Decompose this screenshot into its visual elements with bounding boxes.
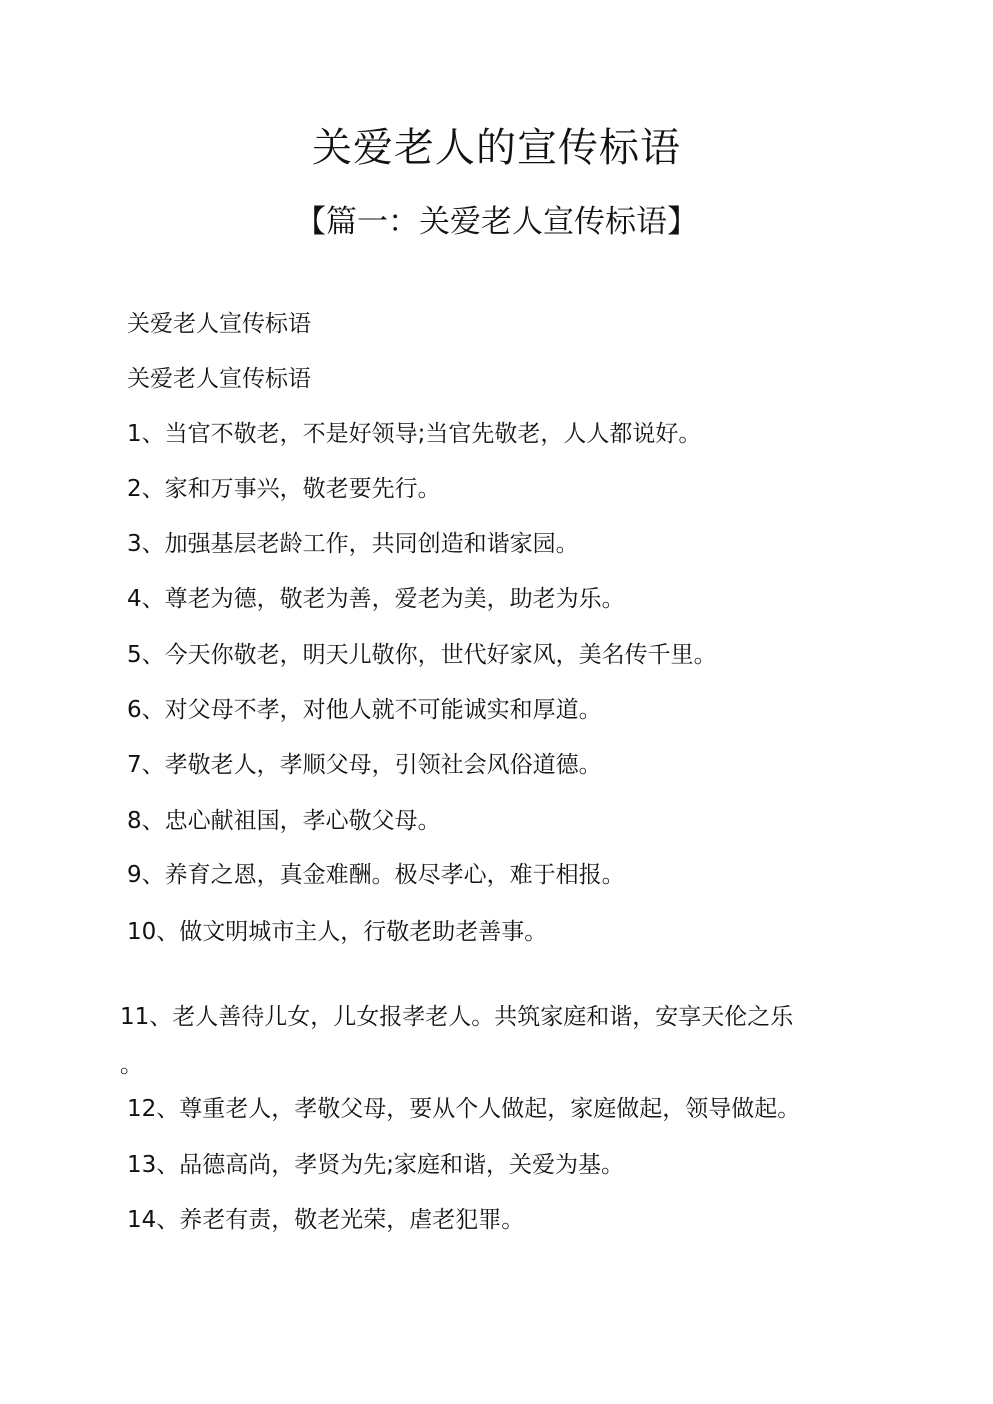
slogan-item: 4、尊老为德，敬老为善，爱老为美，助老为乐。 — [127, 586, 625, 612]
slogan-item: 5、今天你敬老，明天儿敬你，世代好家风，美名传千里。 — [127, 642, 717, 668]
slogan-item: 11、老人善待儿女，儿女报孝老人。共筑家庭和谐，安享天伦之乐 — [120, 1004, 794, 1030]
slogan-item: 8、忠心献祖国，孝心敬父母。 — [127, 808, 441, 834]
document-title: 关爱老人的宣传标语 — [312, 125, 681, 171]
slogan-item: 2、家和万事兴，敬老要先行。 — [127, 476, 441, 502]
slogan-item: 1、当官不敬老，不是好领导;当官先敬老，人人都说好。 — [127, 421, 702, 447]
slogan-item: 6、对父母不孝，对他人就不可能诚实和厚道。 — [127, 697, 602, 723]
section-label: 关爱老人宣传标语 — [127, 366, 311, 392]
slogan-item: 13、品德高尚，孝贤为先;家庭和谐，关爱为基。 — [127, 1152, 625, 1178]
slogan-item: 9、养育之恩，真金难酬。极尽孝心，难于相报。 — [127, 862, 625, 888]
slogan-item-continuation: 。 — [120, 1052, 143, 1078]
slogan-item: 3、加强基层老龄工作，共同创造和谐家园。 — [127, 531, 579, 557]
slogan-item: 7、孝敬老人，孝顺父母，引领社会风俗道德。 — [127, 752, 602, 778]
slogan-item: 10、做文明城市主人，行敬老助老善事。 — [127, 919, 548, 945]
slogan-item: 14、养老有责，敬老光荣，虐老犯罪。 — [127, 1207, 525, 1233]
section-label: 关爱老人宣传标语 — [127, 311, 311, 337]
slogan-item: 12、尊重老人，孝敬父母，要从个人做起，家庭做起，领导做起。 — [127, 1096, 801, 1122]
section-heading: 【篇一：关爱老人宣传标语】 — [295, 204, 698, 240]
